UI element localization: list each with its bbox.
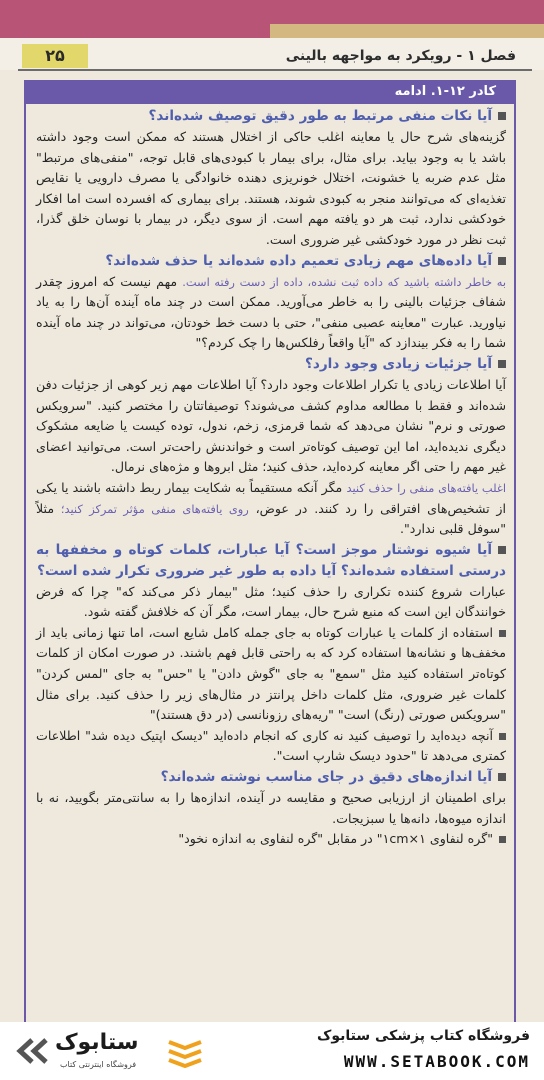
bullet-square-icon: [498, 257, 506, 265]
bullet-item: "گره لنفاوی ۱×۱cm" در مقابل "گره لنفاوی به اندازه نخود": [36, 829, 506, 850]
bullet-square-icon: [499, 733, 506, 740]
logo-chevron-icon: [14, 1036, 52, 1066]
chapter-title: فصل ۱ - رویکرد به مواجهه بالینی: [285, 48, 516, 64]
paragraph: برای اطمینان از ارزیابی صحیح و مقایسه در آینده، اندازه‌ها را به سانتی‌متر بگویید، نه با اندازه میوه‌ها، دانه‌ها یا سبزیجات.: [36, 790, 506, 826]
question-heading: آیا نکات منفی مرتبط به طور دقیق توصیف شده‌اند؟: [36, 106, 506, 127]
question-heading: آیا جزئیات زیادی وجود دارد؟: [36, 354, 506, 375]
bullet-item: استفاده از کلمات یا عبارات کوتاه به جای جمله کامل شایع است، اما تنها زمانی باید از مخفف‌ها و نشانه‌ها استفاده کرد که به راحتی قابل فهم باشند. در صورت امکان از کلمات کوتاه‌تر استفاده کنید مثل "سمع" به جای "گوش دادن" یا "حس" به جای "لمس کردن" کلمات غیر ضروری، مثل کلمات داخل پرانتز در مثال‌های زیر را حذف کنید. برای مثال "سرویکس صورتی (رنگ) است" "ریه‌های رزونانسی (در دق هستند)": [36, 624, 506, 723]
logo-name: ستابوک: [55, 1030, 139, 1055]
paragraph: به خاطر داشته باشید که داده ثبت نشده، داده از دست رفته است. مهم نیست که امروز چقدر شفاف جزئیات بالینی را به خاطر می‌آورید. ممکن است در چند ماه آینده آن‌ها را به یاد نیاورید. عبارت "معاینه عصبی منفی"، حتی با دست خط خودتان، می‌تواند در چند ماه آینده شما را به فکر بیندازد که "آیا واقعاً رفلکس‌ها را چک کردم؟": [36, 273, 506, 351]
handwritten-note: به خاطر داشته باشید که داده ثبت نشده، داده از دست رفته است.: [182, 274, 506, 289]
book-stack-icon: [165, 1036, 205, 1068]
bullet-square-icon: [498, 360, 506, 368]
content-text: [36, 106, 506, 850]
bullet-square-icon: [498, 546, 506, 554]
paragraph: آیا اطلاعات زیادی یا تکرار اطلاعات وجود دارد؟ آیا اطلاعات مهم زیر کوهی از جزئیات دفن شده‌اند و فقط با مطالعه مداوم کشف می‌شوند؟ توصیفاتتان را مختصر کنید. "سرویکس صورتی و نرم" نشان می‌دهد که شما قرمزی، زخم، ندول، توده کیست یا ضایعه مشکوک دیگری ندیده‌اید، اما این توصیف کوتاه‌تر است و خواندنش راحت‌تر است. می‌توانید اعضای غیر مهم را حتی اگر معاینه کرده‌اید، حذف کنید؛ مثل ابروها و مژه‌های نرمال.: [36, 376, 506, 475]
page-number: ۲۵: [22, 44, 88, 68]
handwritten-note: روی یافته‌های منفی مؤثر تمرکز کنید؛: [60, 501, 249, 516]
store-name: فروشگاه کتاب پزشکی ستابوک: [317, 1028, 530, 1044]
question-heading: آیا داده‌های مهم زیادی تعمیم داده شده‌اند یا حذف شده‌اند؟: [36, 251, 506, 272]
bullet-square-icon: [498, 773, 506, 781]
header-rule: [18, 69, 532, 71]
handwritten-note: اغلب یافته‌های منفی را حذف کنید: [346, 480, 506, 495]
question-heading: آیا شیوه نوشتار موجز است؟ آیا عبارات، کلمات کوتاه و مخففها به درستی استفاده شده‌اند؟ آیا داده به طور غیر ضروری تکرار شده است؟: [36, 541, 506, 579]
box-title: کادر ۱۲-۱. ادامه: [24, 80, 516, 104]
bullet-square-icon: [498, 112, 506, 120]
store-url[interactable]: WWW.SETABOOK.COM: [343, 1052, 530, 1071]
bullet-square-icon: [499, 836, 506, 843]
question-heading: آیا اندازه‌های دقیق در جای مناسب نوشته شده‌اند؟: [36, 767, 506, 788]
top-color-strip: [0, 0, 544, 38]
bullet-item: آنچه دیده‌اید را توصیف کنید نه کاری که انجام داده‌اید "دیسک اپتیک دیده شد" اطلاعات کمتری می‌دهد تا "حدود دیسک شارپ است".: [36, 727, 506, 764]
paragraph: گزینه‌های شرح حال یا معاینه اغلب حاکی از اختلال هستند که ممکن است وجود داشته باشد یا به وجود بیاید. برای مثال، برای بیمار با کبودی‌های قابل توجه، "منفی‌های مرتبط" مثل عدم ضربه یا خشونت، اختلال خونریزی دهنده خانوادگی یا مصرف دارویی یا نقایص تغذیه‌ای که می‌توانند منجر به کبودی شوند، هستند. برای بیماری که افسرده است اما افکار خودکشی ندارد، ثبت هر دو یافته مهم است. از سوی دیگر، در بیمار با نوسان خلق گذرا، ثبت نظر در مورد خودکشی غیر ضروری است.: [36, 129, 506, 247]
paragraph: اغلب یافته‌های منفی را حذف کنید مگر آنکه مستقیماً به شکایت بیمار ربط داشته باشند یا یکی از تشخیص‌های افتراقی را رد کنند. در عوض، روی یافته‌های منفی مؤثر تمرکز کنید؛ مثلاً "سوفل قلبی ندارد".: [36, 479, 506, 537]
logo-tagline: فروشگاه اینترنتی کتاب: [60, 1060, 137, 1069]
bullet-square-icon: [499, 630, 506, 637]
paragraph: عبارات شروع کننده تکراری را حذف کنید؛ مثل "بیمار ذکر می‌کند که" چرا که فرض خوانندگان این است که منبع شرح حال، بیمار است، مگر آن که خلافش گفته شود.: [36, 583, 506, 620]
